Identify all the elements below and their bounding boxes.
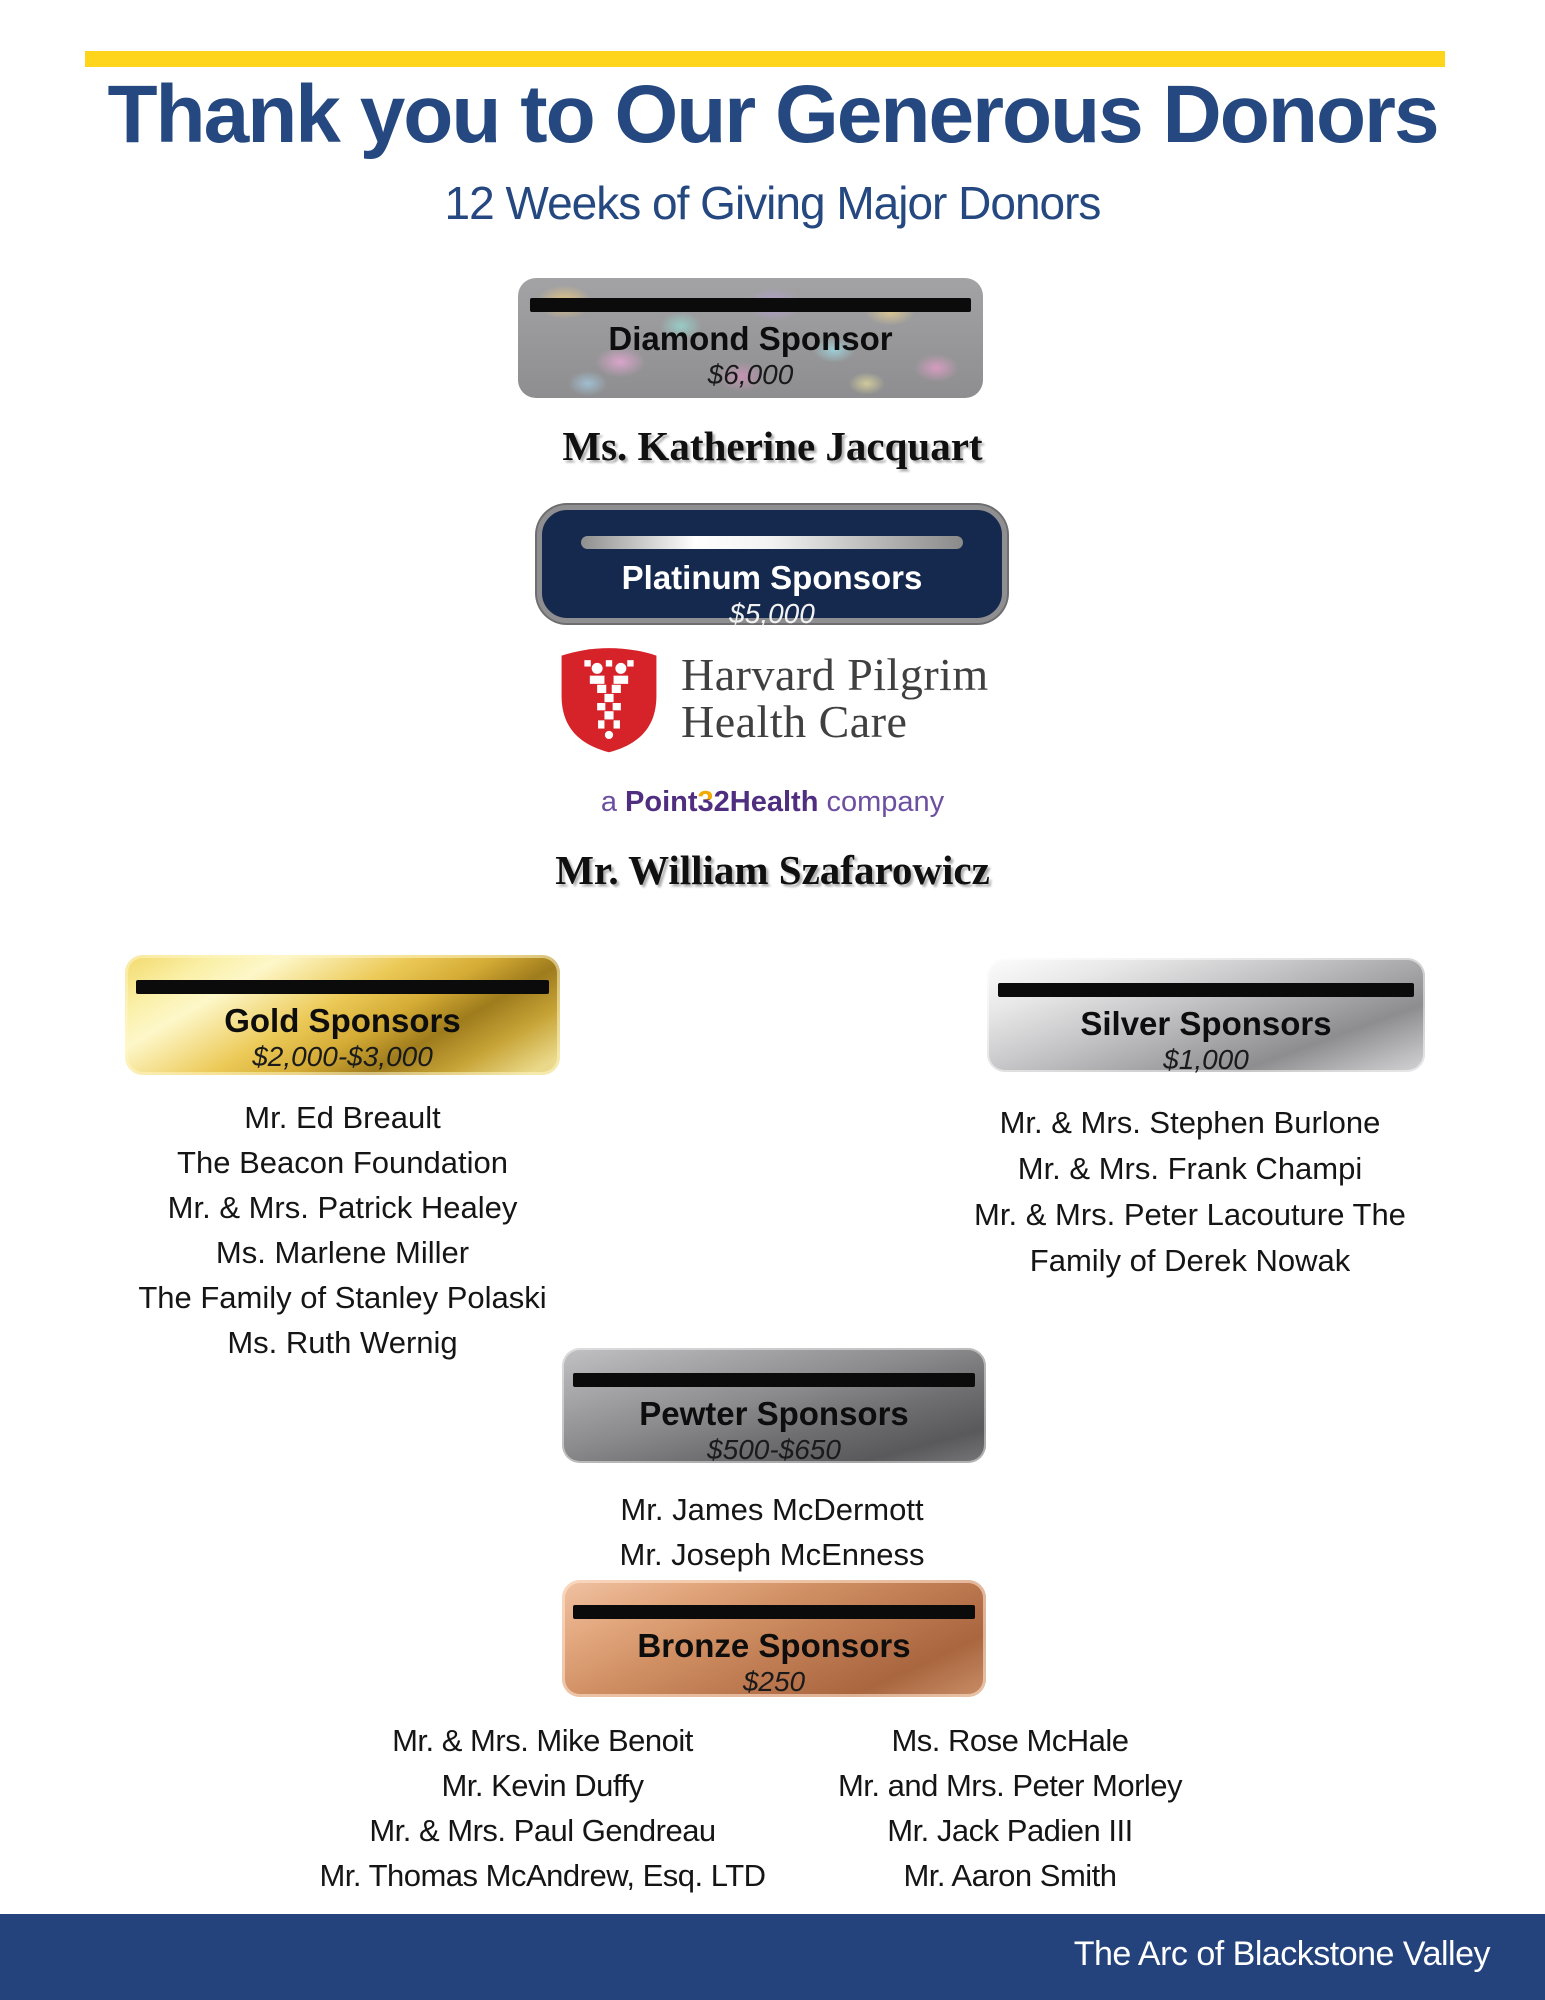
bronze-donor-list-right	[775, 1718, 1245, 1898]
harvard-pilgrim-line2: Health Care	[681, 696, 908, 747]
list-item: Mr. & Mrs. Mike Benoit	[392, 1723, 693, 1758]
bronze-tier-label: Bronze Sponsors	[637, 1627, 911, 1664]
list-item: The Beacon Foundation	[177, 1145, 508, 1180]
platinum-tier-label: Platinum Sponsors	[621, 559, 923, 596]
list-item: Ms. Rose McHale	[891, 1723, 1129, 1758]
point32-wordmark-3: 3	[697, 786, 714, 818]
tagline-prefix: a	[600, 786, 626, 818]
gold-sponsor-badge	[125, 955, 560, 1075]
list-item: Mr. & Mrs. Frank Champi	[1017, 1151, 1363, 1186]
platinum-tier-amount: $5,000	[729, 598, 815, 629]
gold-tier-label: Gold Sponsors	[224, 1002, 461, 1039]
footer-org-name: The Arc of Blackstone Valley	[1073, 1935, 1490, 1973]
list-item: Mr. Aaron Smith	[903, 1858, 1117, 1893]
diamond-donor-name: Ms. Katherine Jacquart	[562, 423, 983, 469]
list-item: Ms. Marlene Miller	[215, 1235, 470, 1270]
badge-bar	[573, 1373, 976, 1387]
platinum-sponsor-badge	[537, 505, 1007, 629]
harvard-pilgrim-logo	[553, 641, 989, 755]
pewter-tier-amount: $500-$650	[707, 1434, 841, 1465]
diamond-tier-label: Diamond Sponsor	[608, 320, 893, 357]
badge-bar	[530, 298, 972, 312]
point32health-tagline	[0, 786, 1545, 819]
bronze-donor-list-left	[280, 1718, 805, 1898]
silver-tier-amount: $1,000	[1163, 1044, 1249, 1075]
badge-bar	[998, 983, 1414, 997]
silver-tier-label: Silver Sponsors	[1080, 1005, 1332, 1042]
footer-bar	[0, 1914, 1545, 2000]
list-item: Mr. Jack Padien III	[887, 1813, 1133, 1848]
list-item: The Family of Stanley Polaski	[138, 1280, 547, 1315]
platinum-donor-name: Mr. William Szafarowicz	[555, 847, 990, 893]
list-item: Ms. Ruth Wernig	[227, 1325, 458, 1360]
list-item: Mr. Thomas McAndrew, Esq. LTD	[319, 1858, 766, 1893]
silver-donor-list	[945, 1100, 1435, 1284]
gold-tier-amount: $2,000-$3,000	[252, 1041, 433, 1072]
point32-wordmark-point: Point	[625, 786, 698, 818]
silver-sponsor-badge	[987, 958, 1425, 1075]
list-item: Mr. Kevin Duffy	[441, 1768, 644, 1803]
diamond-sponsor-badge	[518, 278, 983, 398]
list-item: Mr. & Mrs. Peter Lacouture The Family of Derek Nowak	[974, 1197, 1406, 1278]
badge-bar	[136, 980, 549, 994]
point32-wordmark-2health: 2Health	[713, 786, 819, 818]
bronze-sponsor-badge	[562, 1580, 986, 1697]
pewter-donor-list	[522, 1487, 1022, 1577]
list-item: Mr. Ed Breault	[244, 1100, 441, 1135]
gold-donor-list	[60, 1095, 625, 1365]
top-accent-rule	[85, 51, 1445, 67]
harvard-pilgrim-line1: Harvard Pilgrim	[681, 649, 989, 700]
tagline-suffix: company	[818, 786, 945, 818]
page-subtitle: 12 Weeks of Giving Major Donors	[444, 177, 1101, 229]
page-title: Thank you to Our Generous Donors	[107, 69, 1438, 160]
diamond-tier-amount: $6,000	[707, 359, 794, 390]
pewter-sponsor-badge	[562, 1348, 986, 1463]
bronze-tier-amount: $250	[742, 1666, 806, 1697]
list-item: Mr. & Mrs. Patrick Healey	[167, 1190, 518, 1225]
list-item: Mr. & Mrs. Paul Gendreau	[369, 1813, 716, 1848]
list-item: Mr. James McDermott	[620, 1492, 924, 1527]
harvard-pilgrim-shield-icon	[553, 641, 665, 755]
harvard-pilgrim-wordmark	[681, 651, 989, 745]
badge-bar	[581, 536, 963, 549]
list-item: Mr. Joseph McEnness	[619, 1537, 925, 1572]
pewter-tier-label: Pewter Sponsors	[639, 1395, 909, 1432]
list-item: Mr. & Mrs. Stephen Burlone	[999, 1105, 1381, 1140]
badge-bar	[573, 1605, 976, 1619]
list-item: Mr. and Mrs. Peter Morley	[837, 1768, 1183, 1803]
